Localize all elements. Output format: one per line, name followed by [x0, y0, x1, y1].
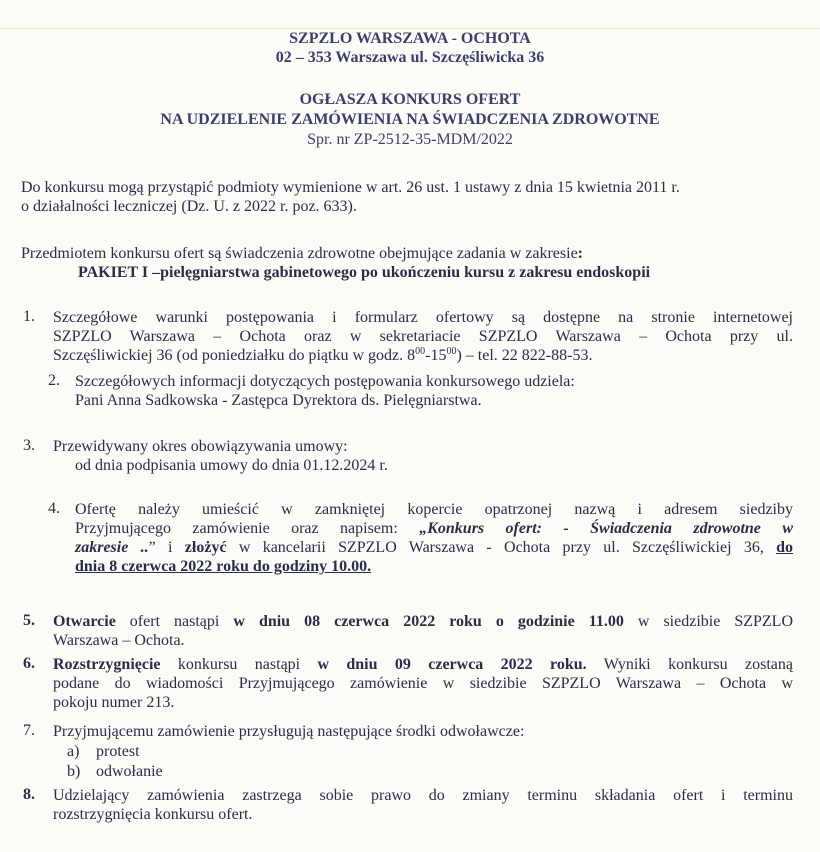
- item-8-number: 8.: [23, 786, 35, 803]
- item-2-text: Szczegółowych informacji dotyczących postępowania konkursowego udziela: Pani Anna Sadkowska - Zastępca Dyrektora ds. Pielęgniarstwa.: [75, 373, 575, 409]
- item-8-text: Udzielający zamówienia zastrzega sobie prawo do zmiany terminu składania ofert i terminu rozstrzygnięcia konkursu ofert.: [53, 787, 793, 823]
- item-1-text: Szczegółowe warunki postępowania i formularz ofertowy są dostępne na stronie internetowej SZPZLO Warszawa – Ochota oraz w sekretariacie SZPZLO Warszawa – Ochota przy ul. Szczęśliwickiej 36 (od poniedziałku do piątku w godz. $8^{00}-15^{00}$) – tel. 22 822-88-53.: [53, 309, 793, 364]
- reference-number: Spr. nr ZP-2512-35-MDM/2022: [307, 131, 513, 148]
- item-6-text: Rozstrzygnięcie konkursu nastąpi w dniu 09 czerwca 2022 roku. Wyniki konkursu zostaną podane do wiadomości Przyjmującego zamówienie w siedzibie SZPZLO Warszawa – Ochota w pokoju numer 213.: [53, 656, 793, 711]
- item-3-line-1: Przewidywany okres obowiązywania umowy:: [53, 438, 348, 455]
- top-rule: [0, 28, 820, 29]
- intro-line-2: o działalności leczniczej (Dz. U. z 2022 r. poz. 633).: [21, 198, 357, 215]
- subject-title: NA UDZIELENIE ZAMÓWIENIA NA ŚWIADCZENIA ZDROWOTNE: [160, 111, 660, 128]
- item-7-a-marker: a): [67, 743, 80, 760]
- item-7-text: Przyjmującemu zamówienie przysługują następujące środki odwoławcze:: [53, 723, 525, 740]
- item-1-number: 1.: [23, 308, 35, 325]
- item-4-deadline: dnia 8 czerwca 2022 roku do godziny 10.00.: [75, 558, 372, 575]
- intro-paragraph: [21, 178, 801, 216]
- scope-lead: Przedmiotem konkursu ofert są świadczenia zdrowotne obejmujące zadania w zakresie:: [21, 245, 583, 262]
- item-7-b-marker: b): [67, 763, 81, 780]
- item-5-text: Otwarcie ofert nastąpi w dniu 08 czerwca 2022 roku o godzinie 11.00 w siedzibie SZPZLO Warszawa – Ochota.: [53, 613, 794, 649]
- item-6-number: 6.: [23, 655, 35, 672]
- org-address: 02 – 353 Warszawa ul. Szczęśliwicka 36: [275, 49, 545, 66]
- intro-line-1: Do konkursu mogą przystąpić podmioty wymienione w art. 26 ust. 1 ustawy z dnia 15 kwietnia 2011 r.: [21, 179, 680, 196]
- item-4-text: Ofertę należy umieścić w zamkniętej kopercie opatrzonej nazwą i adresem siedziby Przyjmującego zamówienie oraz napisem: „Konkurs ofert: - Świadczenia zdrowotne w zakresie ..” i złożyć w kancelarii SZPZLO Warszawa - Ochota przy ul. Szczęśliwickiej 36, do dnia 8 czerwca 2022 roku do godziny 10.00.: [75, 501, 794, 575]
- item-3-line-2: od dnia podpisania umowy do dnia 01.12.2024 r.: [75, 457, 388, 474]
- item-2-number: 2.: [48, 372, 60, 389]
- item-7-b-text: odwołanie: [96, 763, 163, 780]
- item-3-number: 3.: [23, 437, 35, 454]
- item-7-a-text: protest: [96, 743, 140, 760]
- item-7-number: 7.: [23, 722, 35, 739]
- announce-title: OGŁASZA KONKURS OFERT: [299, 91, 521, 108]
- item-4-number: 4.: [48, 500, 60, 517]
- org-name: SZPZLO WARSZAWA - OCHOTA: [289, 30, 531, 47]
- item-5-number: 5.: [23, 612, 35, 629]
- package-title: PAKIET I –pielęgniarstwa gabinetowego po ukończeniu kursu z zakresu endoskopii: [78, 264, 651, 281]
